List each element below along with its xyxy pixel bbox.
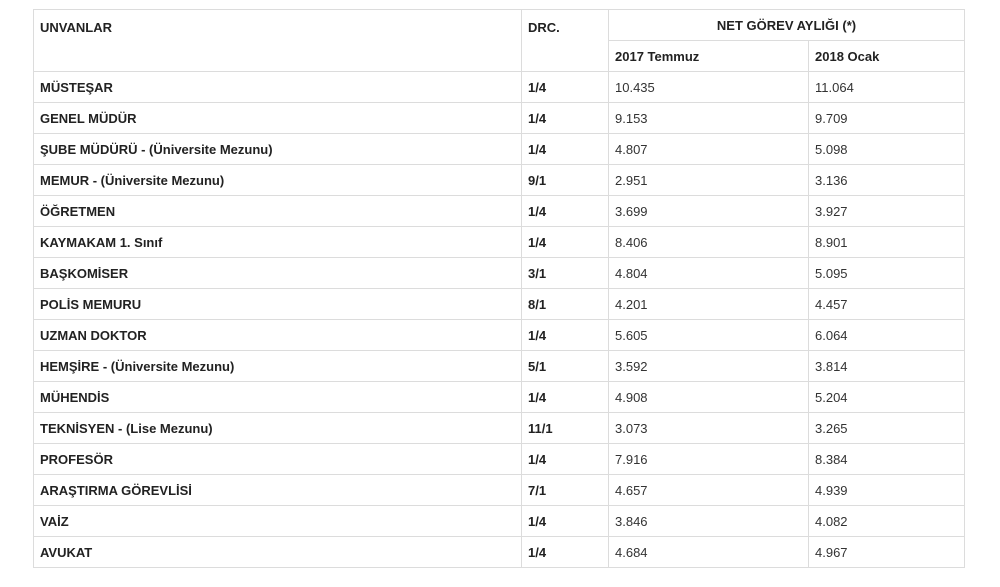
cell-2017-july: 3.073 bbox=[609, 413, 809, 444]
cell-2018-january: 4.457 bbox=[809, 289, 965, 320]
cell-title: AVUKAT bbox=[34, 537, 522, 568]
cell-2018-january: 3.927 bbox=[809, 196, 965, 227]
cell-2018-january: 5.204 bbox=[809, 382, 965, 413]
cell-2017-july: 4.908 bbox=[609, 382, 809, 413]
cell-2017-july: 4.201 bbox=[609, 289, 809, 320]
table-body bbox=[34, 72, 965, 568]
table-row bbox=[34, 289, 965, 320]
cell-grade: 1/4 bbox=[522, 72, 609, 103]
cell-2017-july: 7.916 bbox=[609, 444, 809, 475]
cell-2017-july: 5.605 bbox=[609, 320, 809, 351]
table-row bbox=[34, 351, 965, 382]
column-header-title: UNVANLAR bbox=[34, 10, 522, 72]
column-header-grade: DRC. bbox=[522, 10, 609, 72]
cell-grade: 1/4 bbox=[522, 537, 609, 568]
cell-2018-january: 8.901 bbox=[809, 227, 965, 258]
cell-2018-january: 5.098 bbox=[809, 134, 965, 165]
table-row bbox=[34, 320, 965, 351]
cell-grade: 1/4 bbox=[522, 506, 609, 537]
cell-title: MEMUR - (Üniversite Mezunu) bbox=[34, 165, 522, 196]
table-row bbox=[34, 103, 965, 134]
cell-2018-january: 11.064 bbox=[809, 72, 965, 103]
table-row bbox=[34, 413, 965, 444]
cell-grade: 1/4 bbox=[522, 196, 609, 227]
cell-grade: 7/1 bbox=[522, 475, 609, 506]
table-row bbox=[34, 444, 965, 475]
cell-2017-july: 8.406 bbox=[609, 227, 809, 258]
header-row-top bbox=[34, 10, 965, 41]
cell-title: PROFESÖR bbox=[34, 444, 522, 475]
cell-2018-january: 8.384 bbox=[809, 444, 965, 475]
cell-title: TEKNİSYEN - (Lise Mezunu) bbox=[34, 413, 522, 444]
table-row bbox=[34, 382, 965, 413]
cell-2018-january: 4.082 bbox=[809, 506, 965, 537]
cell-title: ARAŞTIRMA GÖREVLİSİ bbox=[34, 475, 522, 506]
cell-title: MÜHENDİS bbox=[34, 382, 522, 413]
cell-title: UZMAN DOKTOR bbox=[34, 320, 522, 351]
cell-2017-july: 3.592 bbox=[609, 351, 809, 382]
salary-table bbox=[33, 9, 965, 568]
cell-2018-january: 3.814 bbox=[809, 351, 965, 382]
cell-title: ŞUBE MÜDÜRÜ - (Üniversite Mezunu) bbox=[34, 134, 522, 165]
cell-grade: 9/1 bbox=[522, 165, 609, 196]
cell-title: MÜSTEŞAR bbox=[34, 72, 522, 103]
cell-grade: 11/1 bbox=[522, 413, 609, 444]
cell-grade: 1/4 bbox=[522, 134, 609, 165]
cell-2018-january: 6.064 bbox=[809, 320, 965, 351]
cell-2018-january: 3.136 bbox=[809, 165, 965, 196]
cell-title: ÖĞRETMEN bbox=[34, 196, 522, 227]
table-row bbox=[34, 227, 965, 258]
column-group-header-net-salary: NET GÖREV AYLIĞI (*) bbox=[609, 10, 965, 41]
table-row bbox=[34, 475, 965, 506]
cell-2017-july: 4.804 bbox=[609, 258, 809, 289]
cell-grade: 1/4 bbox=[522, 382, 609, 413]
cell-2018-january: 5.095 bbox=[809, 258, 965, 289]
table-row bbox=[34, 506, 965, 537]
cell-grade: 8/1 bbox=[522, 289, 609, 320]
cell-title: BAŞKOMİSER bbox=[34, 258, 522, 289]
table-header bbox=[34, 10, 965, 72]
cell-title: VAİZ bbox=[34, 506, 522, 537]
cell-2017-july: 3.846 bbox=[609, 506, 809, 537]
table-row bbox=[34, 196, 965, 227]
table-row bbox=[34, 537, 965, 568]
cell-2017-july: 3.699 bbox=[609, 196, 809, 227]
cell-grade: 1/4 bbox=[522, 444, 609, 475]
cell-2017-july: 10.435 bbox=[609, 72, 809, 103]
cell-title: POLİS MEMURU bbox=[34, 289, 522, 320]
cell-2018-january: 9.709 bbox=[809, 103, 965, 134]
cell-2017-july: 9.153 bbox=[609, 103, 809, 134]
cell-grade: 3/1 bbox=[522, 258, 609, 289]
cell-grade: 1/4 bbox=[522, 320, 609, 351]
cell-2018-january: 3.265 bbox=[809, 413, 965, 444]
table-row bbox=[34, 72, 965, 103]
cell-2017-july: 2.951 bbox=[609, 165, 809, 196]
cell-2018-january: 4.939 bbox=[809, 475, 965, 506]
cell-2018-january: 4.967 bbox=[809, 537, 965, 568]
cell-grade: 1/4 bbox=[522, 227, 609, 258]
column-header-2017-july: 2017 Temmuz bbox=[609, 41, 809, 72]
table-row bbox=[34, 165, 965, 196]
column-header-2018-january: 2018 Ocak bbox=[809, 41, 965, 72]
cell-title: GENEL MÜDÜR bbox=[34, 103, 522, 134]
cell-2017-july: 4.807 bbox=[609, 134, 809, 165]
table-row bbox=[34, 134, 965, 165]
cell-2017-july: 4.657 bbox=[609, 475, 809, 506]
table-row bbox=[34, 258, 965, 289]
cell-2017-july: 4.684 bbox=[609, 537, 809, 568]
cell-grade: 5/1 bbox=[522, 351, 609, 382]
cell-title: HEMŞİRE - (Üniversite Mezunu) bbox=[34, 351, 522, 382]
cell-grade: 1/4 bbox=[522, 103, 609, 134]
cell-title: KAYMAKAM 1. Sınıf bbox=[34, 227, 522, 258]
